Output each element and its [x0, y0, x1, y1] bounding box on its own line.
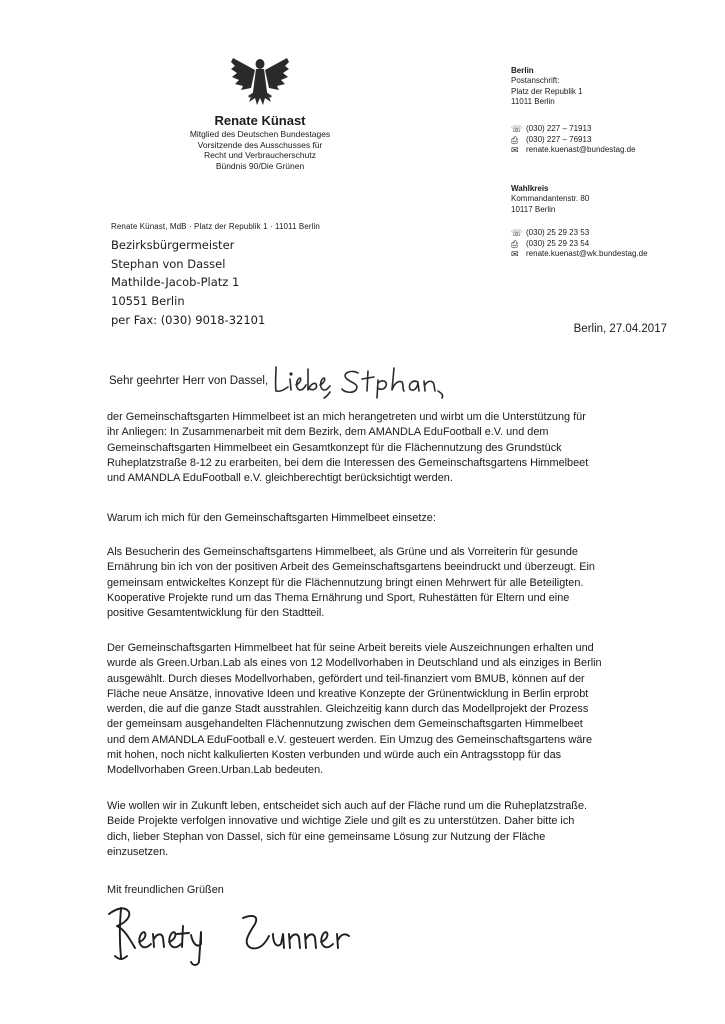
district-email: renate.kuenast@wk.bundestag.de — [526, 249, 648, 259]
district-office-address — [511, 184, 589, 215]
district-office-zip: 10117 Berlin — [511, 204, 556, 214]
district-fax: (030) 25 29 23 54 — [526, 238, 590, 248]
body-line: Modellvorhaben Green.Urban.Lab bedeuten. — [107, 764, 324, 777]
recipient-line: Bezirksbürgermeister — [111, 238, 235, 252]
berlin-office-contacts — [511, 124, 636, 156]
sender-role-line: Mitglied des Deutschen Bundestages — [189, 129, 331, 139]
sender-return-line: Renate Künast, MdB · Platz der Republik 1 · 11011 Berlin — [111, 222, 320, 231]
sender-role-line: Bündnis 90/Die Grünen — [215, 160, 305, 171]
berlin-phone: (030) 227 – 71913 — [526, 124, 592, 134]
body-line: positive Gesamtentwicklung für den Stadtteil. — [107, 607, 325, 620]
body-line: Der Gemeinschaftsgarten Himmelbeet hat für seine Arbeit bereits viele Auszeichnungen erhalten und — [107, 642, 594, 654]
body-line: Gemeinschaftsgarten Himmelbeet ein Gesamtkonzept für die Flächennutzung des Grundstück — [107, 441, 562, 454]
letter-date: Berlin, 27.04.2017 — [573, 323, 667, 335]
paragraph-awards — [107, 641, 675, 779]
recipient-address — [111, 236, 265, 330]
recipient-line: per Fax: (030) 9018-32101 — [111, 312, 266, 327]
berlin-office-zip: 11011 Berlin — [511, 96, 555, 106]
paragraph-visitor — [107, 545, 675, 621]
berlin-office-address — [511, 66, 583, 107]
closing: Mit freundlichen Grüßen — [107, 884, 224, 896]
berlin-office-city: Berlin — [511, 66, 534, 75]
recipient-line: Mathilde-Jacob-Platz 1 — [111, 275, 240, 290]
handwritten-signature — [103, 900, 383, 970]
handwritten-salutation — [270, 361, 470, 401]
sender-role-line: Vorsitzende des Ausschusses für — [197, 139, 323, 150]
sender-role-line: Recht und Verbraucherschutz — [204, 150, 316, 160]
district-office-title: Wahlkreis — [511, 184, 549, 193]
body-line: Beide Projekte verfolgen innovative und wichtige Ziele und gilt es zu unterstützen. Daher bitte ich — [107, 815, 575, 828]
body-line: Fläche neue Ansätze, innovative Ideen und kreative Konzepte der Grünentwicklung in Berlin erprobt — [107, 687, 589, 700]
body-line: einzusetzen. — [107, 845, 169, 858]
paragraph-request — [107, 410, 675, 486]
district-phone: (030) 25 29 23 53 — [526, 228, 590, 238]
body-line: Warum ich mich für den Gemeinschaftsgarten Himmelbeet einsetze: — [107, 512, 436, 524]
body-line: ausgewählt. Durch dieses Modellvorhaben, gefördert und teil-finanziert vom BMUB, können auf der — [107, 672, 585, 685]
body-line: Wie wollen wir in Zukunft leben, entscheidet sich auch auf der Fläche rund um die Ruheplatzstraße. — [107, 800, 588, 812]
postal-label: Postanschrift: — [511, 76, 560, 86]
body-line: Ernährung bin ich von der positiven Arbeit des Gemeinschaftsgartens beeindruckt und überzeugt. Ein — [107, 561, 595, 574]
sender-roles — [170, 129, 350, 171]
body-line: mit hohen, noch nicht kalkulierten Kosten verbunden und würde auch ein Antragsstopp für das — [107, 749, 562, 762]
fax-icon: ⎙ — [511, 238, 519, 249]
body-line: wurde als Green.Urban.Lab als eines von 12 Modellvorhaben in Deutschland und als einziges in Berlin — [107, 657, 602, 670]
berlin-fax: (030) 227 – 76913 — [526, 134, 592, 144]
berlin-email: renate.kuenast@bundestag.de — [526, 145, 636, 155]
recipient-line: 10551 Berlin — [111, 294, 185, 309]
body-line: Ruheplatzstraße 8-12 zu erarbeiten, bei dem die Interessen des Gemeinschaftsgartens Himmelbeet — [107, 456, 589, 469]
body-line: der Gemeinschaftsgarten Himmelbeet ist an mich herangetreten und wirbt um die Unterstützung für — [107, 411, 586, 423]
district-office-street: Kommandantenstr. 80 — [511, 194, 590, 204]
district-office-contacts — [511, 228, 648, 260]
paragraph-future — [107, 799, 675, 860]
phone-icon: ☏ — [511, 228, 523, 239]
recipient-line: Stephan von Dassel — [111, 256, 226, 271]
body-line: Als Besucherin des Gemeinschaftsgartens Himmelbeet, als Grüne und als Vorreiterin für gesunde — [107, 546, 578, 558]
body-line: und AMANDLA EduFootball e.V. gleichberechtigt berücksichtigt werden. — [107, 472, 453, 485]
fax-icon: ⎙ — [511, 134, 519, 145]
envelope-icon: ✉ — [511, 145, 519, 156]
phone-icon: ☏ — [511, 124, 523, 135]
body-line: ihr Anliegen: In Zusammenarbeit mit dem Bezirk, dem AMANDLA EduFootball e.V. und dem — [107, 426, 549, 439]
federal-eagle-emblem — [229, 52, 291, 108]
body-line: und dem AMANDLA EduFootball e.V. gesteuert werden. Ein Umzug des Gemeinschaftsgartens wäre — [107, 733, 593, 746]
body-line: werden, die auf die ganze Stadt ausstrahlen. Gleichzeitig kann durch das Modellprojekt der Prozess — [107, 703, 589, 716]
paragraph-heading — [107, 511, 675, 526]
body-line: dich, lieber Stephan von Dassel, sich für eine gemeinsame Lösung zur Nutzung der Fläche — [107, 830, 546, 843]
envelope-icon: ✉ — [511, 249, 519, 260]
sender-name: Renate Künast — [214, 113, 306, 128]
salutation: Sehr geehrter Herr von Dassel, — [109, 375, 269, 387]
body-line: gemeinsam entwickeltes Konzept für die Flächennutzung bringt einen Mehrwert für alle Beteiligten. — [107, 576, 584, 589]
berlin-office-street: Platz der Republik 1 — [511, 86, 583, 96]
body-line: der gemeinsam ausgehandelten Flächennutzung zwischen dem Gemeinschaftsgarten Himmelbeet — [107, 718, 583, 731]
body-line: Kooperative Projekte rund um das Thema Ernährung und Sport, Ruhestätten für Eltern und eine — [107, 591, 570, 604]
